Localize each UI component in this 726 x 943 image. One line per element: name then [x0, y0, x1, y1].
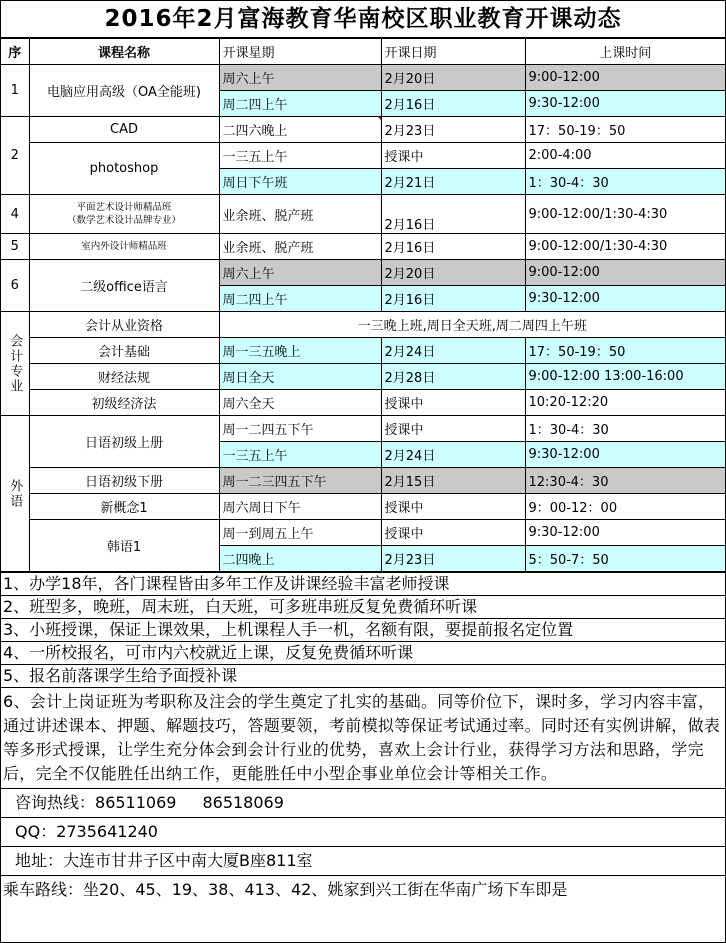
- date-cell: 2月16日: [381, 195, 525, 234]
- date-cell: 授课中: [381, 390, 525, 416]
- page-title: 2016年2月富海教育华南校区职业教育开课动态: [1, 1, 725, 38]
- course-name-line1: 平面艺术设计师精品班: [76, 202, 172, 213]
- table-row: [1, 364, 725, 390]
- week-cell: 二四六晚上: [219, 117, 381, 143]
- date-cell: 2月28日: [381, 364, 525, 390]
- category-label: 会计专业: [7, 333, 23, 394]
- course-name: [29, 195, 219, 234]
- category-accounting: [1, 312, 29, 416]
- week-cell: 业余班、脱产班: [219, 195, 381, 234]
- week-cell: 周一二三四五下午: [219, 468, 381, 494]
- table-row: [1, 494, 725, 520]
- schedule-table: [1, 38, 725, 572]
- course-name: 电脑应用高级（OA全能班): [29, 65, 219, 117]
- category-label: 外语: [7, 478, 23, 509]
- date-cell: 2月16日: [381, 286, 525, 312]
- table-row: [1, 520, 725, 546]
- time-cell: 9：00-12：00: [525, 494, 725, 520]
- date-cell: 授课中: [381, 143, 525, 169]
- header-course: 课程名称: [29, 39, 219, 65]
- address-line: 地址：大连市甘井子区中南大厦B座811室: [1, 847, 725, 876]
- date-cell: 2月16日: [381, 91, 525, 117]
- time-cell: 9:00-12:00/1:30-4:30: [525, 234, 725, 260]
- qq-line: QQ：2735641240: [1, 818, 725, 847]
- date-cell: 授课中: [381, 416, 525, 442]
- week-cell: 周六上午: [219, 65, 381, 91]
- time-cell: 9:30-12:00: [525, 520, 725, 546]
- course-name: 韩语1: [29, 520, 219, 572]
- course-name: 财经法规: [29, 364, 219, 390]
- time-cell: 1：30-4：30: [525, 169, 725, 195]
- week-cell: 周六周日下午: [219, 494, 381, 520]
- table-row: [1, 65, 725, 91]
- time-cell: 1：30-4：30: [525, 416, 725, 442]
- table-row: [1, 468, 725, 494]
- course-name: 会计基础: [29, 338, 219, 364]
- week-cell: 周六上午: [219, 260, 381, 286]
- time-cell: 9:00-12:00: [525, 65, 725, 91]
- header-seq: 序: [1, 39, 29, 65]
- week-cell: 二四晚上: [219, 546, 381, 572]
- course-name: 初级经济法: [29, 390, 219, 416]
- week-cell: 周一三五晚上: [219, 338, 381, 364]
- time-cell: 9:00-12:00: [525, 260, 725, 286]
- week-cell: 周日下午班: [219, 169, 381, 195]
- table-row: [1, 416, 725, 442]
- week-cell: 周二四上午: [219, 286, 381, 312]
- category-language: [1, 416, 29, 572]
- table-header-row: [1, 39, 725, 65]
- time-cell: 9:30-12:00: [525, 442, 725, 468]
- course-name: 会计从业资格: [29, 312, 219, 338]
- date-cell: 2月15日: [381, 468, 525, 494]
- note-item: 5、报名前落课学生给予面授补课: [1, 665, 725, 688]
- header-time: 上课时间: [525, 39, 725, 65]
- table-row: [1, 312, 725, 338]
- row-seq: 6: [1, 260, 29, 312]
- week-cell: 一三五上午: [219, 442, 381, 468]
- week-cell: 周日全天: [219, 364, 381, 390]
- date-cell: 授课中: [381, 520, 525, 546]
- table-row: [1, 195, 725, 234]
- table-row: [1, 117, 725, 143]
- time-cell: 10:20-12:20: [525, 390, 725, 416]
- phone-number: 86511069: [95, 793, 177, 812]
- time-cell: 17：50-19：50: [525, 117, 725, 143]
- note-item: 2、班型多，晚班，周末班，白天班，可多班串班反复免费循环听课: [1, 596, 725, 619]
- table-row: [1, 143, 725, 169]
- phone-number: 86518069: [202, 793, 284, 812]
- course-name: CAD: [29, 117, 219, 143]
- date-cell: 2月20日: [381, 260, 525, 286]
- table-row: [1, 390, 725, 416]
- course-name: 室内外设计师精品班: [29, 234, 219, 260]
- time-cell: 2:00-4:00: [525, 143, 725, 169]
- course-name: photoshop: [29, 143, 219, 195]
- week-cell: 周二四上午: [219, 91, 381, 117]
- hotline-line: [1, 789, 725, 818]
- date-cell: 2月21日: [381, 169, 525, 195]
- table-row: [1, 234, 725, 260]
- date-cell: 2月23日: [381, 546, 525, 572]
- week-cell: 周一到周五上午: [219, 520, 381, 546]
- merged-schedule-cell: 一三晚上班,周日全天班,周二周四上午班: [219, 312, 725, 338]
- date-cell: 2月24日: [381, 442, 525, 468]
- date-cell: 2月16日: [381, 234, 525, 260]
- row-seq: 5: [1, 234, 29, 260]
- note-item: 3、小班授课，保证上课效果，上机课程人手一机，名额有限，要提前报名定位置: [1, 619, 725, 642]
- week-cell: 一三五上午: [219, 143, 381, 169]
- table-row: [1, 338, 725, 364]
- header-week: 开课星期: [219, 39, 381, 65]
- time-cell: 9:30-12:00: [525, 91, 725, 117]
- row-seq: 2: [1, 117, 29, 195]
- note-item: 4、一所校报名，可市内六校就近上课，反复免费循环听课: [1, 642, 725, 665]
- date-cell: 2月20日: [381, 65, 525, 91]
- week-cell: 周一二四五下午: [219, 416, 381, 442]
- row-seq: 4: [1, 195, 29, 234]
- course-name: 日语初级下册: [29, 468, 219, 494]
- bus-route-line: 乘车路线：坐20、45、19、38、413、42、姚家到兴工街在华南广场下车即是: [3, 880, 568, 899]
- course-name-line2: （数学艺术设计品牌专业）: [66, 215, 181, 226]
- date-cell: 2月23日: [381, 117, 525, 143]
- table-row: [1, 260, 725, 286]
- header-date: 开课日期: [381, 39, 525, 65]
- hotline-label: 咨询热线：: [15, 793, 96, 812]
- course-name: 新概念1: [29, 494, 219, 520]
- accounting-description: 6、会计上岗证班为考职称及注会的学生奠定了扎实的基础。同等价位下，课时多，学习内容丰富，通过讲述课本、押题、解题技巧，答题要领，考前模拟等保证考试通过率。同时还有实例讲解，做表等多形式授课，让学生充分体会到会计行业的优势，喜欢上会计行业，获得学习方法和思路，学完后，完全不仅能胜任出纳工作，更能胜任中小型企事业单位会计等相关工作。: [1, 688, 725, 789]
- time-cell: 9:00-12:00 13:00-16:00: [525, 364, 725, 390]
- date-cell: 2月24日: [381, 338, 525, 364]
- note-item: 1、办学18年，各门课程皆由多年工作及讲课经验丰富老师授课: [1, 573, 725, 596]
- time-cell: 12:30-4：30: [525, 468, 725, 494]
- course-name: 日语初级上册: [29, 416, 219, 468]
- date-cell: 授课中: [381, 494, 525, 520]
- notes-section: [1, 572, 725, 904]
- course-name: 二级office语言: [29, 260, 219, 312]
- row-seq: 1: [1, 65, 29, 117]
- time-cell: 9:30-12:00: [525, 286, 725, 312]
- week-cell: 周六全天: [219, 390, 381, 416]
- time-cell: 5：50-7：50: [525, 546, 725, 572]
- time-cell: 9:00-12:00/1:30-4:30: [525, 195, 725, 234]
- week-cell: 业余班、脱产班: [219, 234, 381, 260]
- time-cell: 17：50-19：50: [525, 338, 725, 364]
